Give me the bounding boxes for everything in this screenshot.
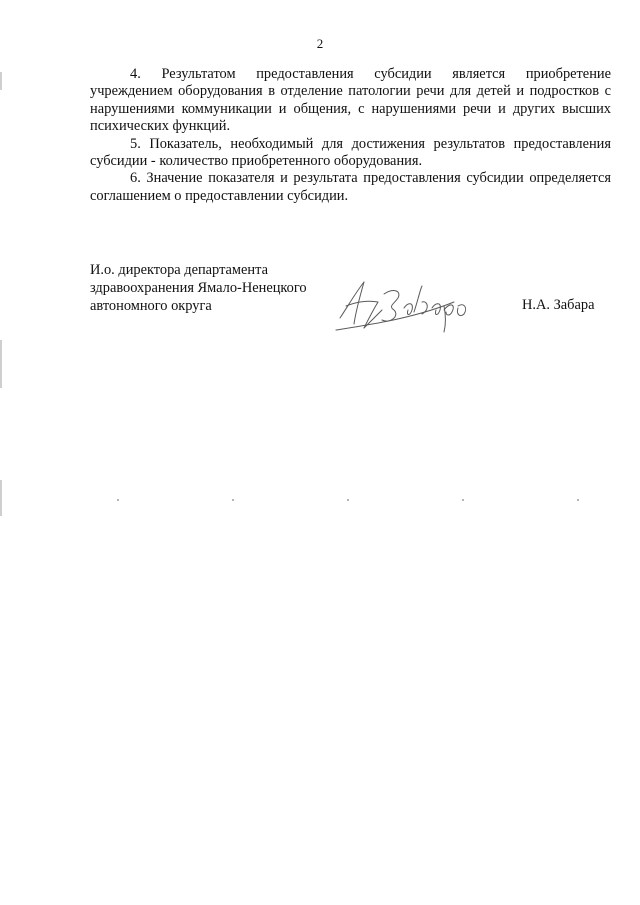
scan-dot <box>232 499 234 501</box>
scan-dot <box>117 499 119 501</box>
signatory-position <box>90 262 340 315</box>
position-line: автономного округа <box>90 297 212 314</box>
scan-dot <box>462 499 464 501</box>
scan-margin-mark <box>0 72 2 90</box>
paragraph-subsidy-indicator: 5. Показатель, необходимый для достижения результатов предоставления субсидии - количество приобретенного оборудования. <box>90 135 611 170</box>
handwritten-signature <box>334 272 470 338</box>
scan-dot <box>347 499 349 501</box>
paragraph-subsidy-result: 4. Результатом предоставления субсидии является приобретение учреждением оборудования в отделение патологии речи для детей и подростков с нарушениями коммуникации и общения, с нарушениями речи и других высших психических функций. <box>90 66 611 135</box>
signatory-name: Н.А. Забара <box>522 297 595 313</box>
paragraph-indicator-value: 6. Значение показателя и результата предоставления субсидии определяется соглашением о предоставлении субсидии. <box>90 170 611 204</box>
page-number: 2 <box>316 36 324 51</box>
position-line: И.о. директора департамента <box>90 262 268 278</box>
scan-dot <box>577 499 579 501</box>
position-line: здравоохранения Ямало-Ненецкого <box>90 279 307 296</box>
scan-margin-mark <box>0 480 2 516</box>
document-body <box>90 66 611 205</box>
scan-margin-mark <box>0 340 2 388</box>
scan-dot-row <box>117 499 582 503</box>
